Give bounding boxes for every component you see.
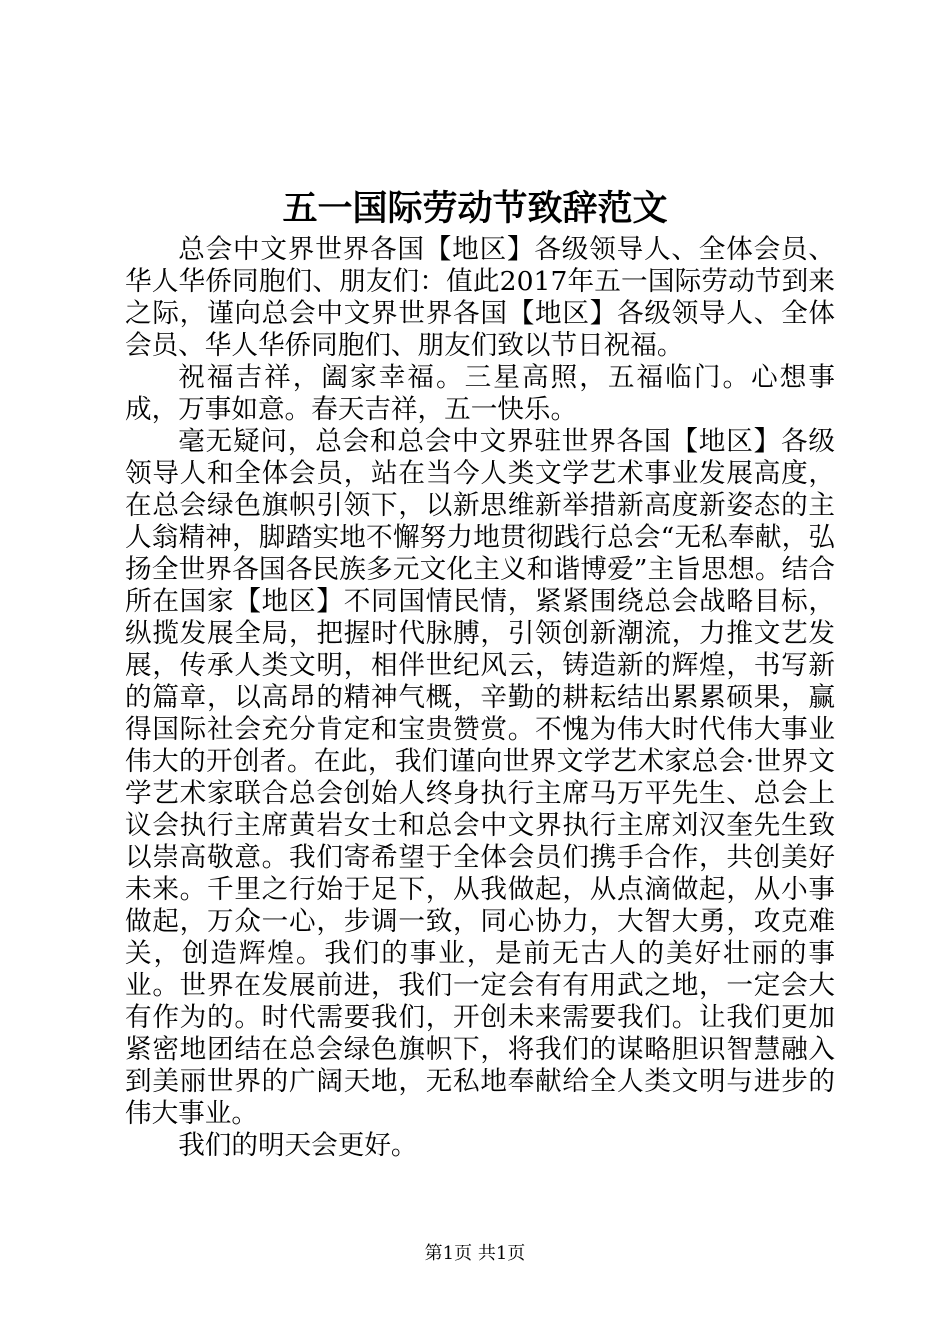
document-body: [125, 234, 835, 1162]
paragraph-main: 毫无疑问，总会和总会中文界驻世界各国【地区】各级领导人和全体会员，站在当今人类文学艺术事业发展高度，在总会绿色旗帜引领下，以新思维新举措新高度新姿态的主人翁精神，脚踏实地不懈努力地贯彻践行总会“无私奉献，弘扬全世界各国各民族多元文化主义和谐博爱”主旨思想。结合所在国家【地区】不同国情民情，紧紧围绕总会战略目标，纵揽发展全局，把握时代脉膊，引领创新潮流，力推文艺发展，传承人类文明，相伴世纪风云，铸造新的辉煌，书写新的篇章，以高昂的精神气概，辛勤的耕耘结出累累硕果，赢得国际社会充分肯定和宝贵赞赏。不愧为伟大时代伟大事业伟大的开创者。在此，我们谨向世界文学艺术家总会·世界文学艺术家联合总会创始人终身执行主席马万平先生、总会上议会执行主席黄岩女士和总会中文界执行主席刘汉奎先生致以崇高敬意。我们寄希望于全体会员们携手合作，共创美好未来。千里之行始于足下，从我做起，从点滴做起，从小事做起，万众一心，步调一致，同心协力，大智大勇，攻克难关，创造辉煌。我们的事业，是前无古人的美好壮丽的事业。世界在发展前进，我们一定会有有用武之地，一定会大有作为的。时代需要我们，开创未来需要我们。让我们更加紧密地团结在总会绿色旗帜下，将我们的谋略胆识智慧融入到美丽世界的广阔天地，无私地奉献给全人类文明与进步的伟大事业。: [125, 426, 835, 1129]
paragraph-blessing: 祝福吉祥，阖家幸福。三星高照，五福临门。心想事成，万事如意。春天吉祥，五一快乐。: [125, 362, 835, 425]
document-title: 五一国际劳动节致辞范文: [282, 188, 668, 229]
paragraph-closing: 我们的明天会更好。: [178, 1130, 418, 1161]
page-footer: 第1页 共1页: [424, 1243, 526, 1264]
paragraph-greeting: 总会中文界世界各国【地区】各级领导人、全体会员、华人华侨同胞们、朋友们：值此2017年五一国际劳动节到来之际，谨向总会中文界世界各国【地区】各级领导人、全体会员、华人华侨同胞们、朋友们致以节日祝福。: [125, 234, 835, 361]
